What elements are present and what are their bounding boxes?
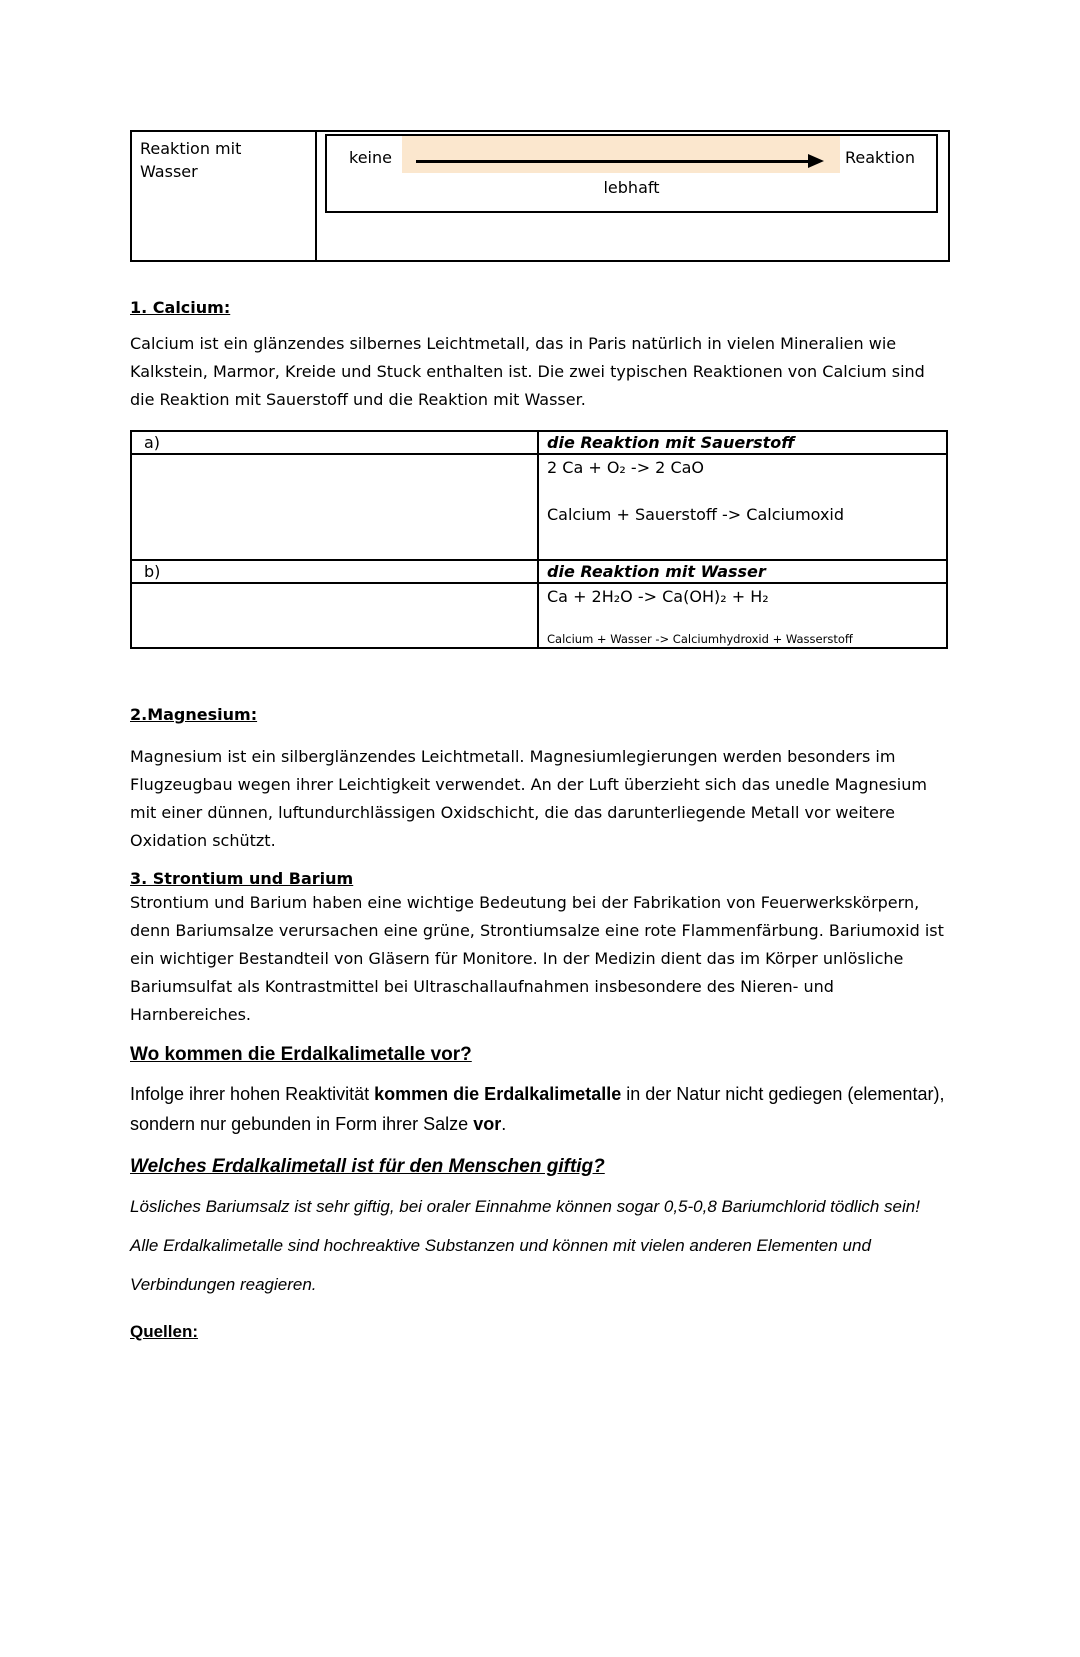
- toxicity-heading: Welches Erdalkalimetall ist für den Menschen giftig?: [130, 1156, 605, 1177]
- row-a-equation-cell: [538, 454, 947, 560]
- oxygen-equation: 2 Ca + O₂ -> 2 CaO: [547, 458, 705, 477]
- row-b-equation-cell: [538, 583, 947, 648]
- table-row-b-content: [131, 583, 947, 648]
- table-row-a-content: [131, 454, 947, 560]
- scale-max-label: Reaktion: [845, 148, 915, 167]
- water-equation: Ca + 2H₂O -> Ca(OH)₂ + H₂: [547, 587, 769, 606]
- row-a-title: die Reaktion mit Sauerstoff: [538, 431, 947, 454]
- strontium-barium-heading: 3. Strontium und Barium: [130, 869, 354, 888]
- strontium-barium-paragraph: Strontium und Barium haben eine wichtige Bedeutung bei der Fabrikation von Feuerwerkskörpern, denn Bariumsalze verursachen eine grüne, Strontiumsalze eine rote Flammenfärbung. Bariumoxid ist ein wichtiger Bestandteil von Gläsern für Monitore. In der Medizin dient das im Körper unlösliche Bariumsulfat als Kontrastmittel bei Ultraschallaufnahmen insbesondere des Nieren- und Harnbereiches.: [130, 893, 944, 1024]
- water-reaction-value-cell: [317, 132, 948, 260]
- document-page: [130, 130, 950, 1342]
- calcium-paragraph: Calcium ist ein glänzendes silbernes Leichtmetall, das in Paris natürlich in vielen Mineralien wie Kalkstein, Marmor, Kreide und Stuck enthalten ist. Die zwei typischen Reaktionen von Calcium sind die Reaktion mit Sauerstoff und die Reaktion mit Wasser.: [130, 334, 925, 409]
- arrow-shaft: [416, 160, 810, 163]
- occurrence-paragraph: Infolge ihrer hohen Reaktivität kommen die Erdalkalimetalle in der Natur nicht gediegen (elementar), sondern nur gebunden in Form ihrer Salze vor.: [130, 1084, 945, 1134]
- scale-mid-label: lebhaft: [603, 178, 660, 197]
- row-b-label: b): [131, 560, 538, 583]
- scale-min-label: keine: [349, 148, 392, 167]
- scale-highlight-band: [402, 136, 840, 173]
- calcium-reactions-table: [130, 430, 948, 649]
- arrow-right-icon: [808, 154, 824, 168]
- calcium-heading: 1. Calcium:: [130, 298, 231, 317]
- water-reaction-row-label-cell: [132, 132, 317, 260]
- table-row-b-header: [131, 560, 947, 583]
- water-reaction-table: [130, 130, 950, 262]
- magnesium-heading: 2.Magnesium:: [130, 705, 258, 724]
- toxicity-paragraph: Lösliches Bariumsalz ist sehr giftig, bei oraler Einnahme können sogar 0,5-0,8 Bariumchlorid tödlich sein! Alle Erdalkalimetalle sind hochreaktive Substanzen und können mit vielen anderen Elementen und Verbindungen reagieren.: [130, 1197, 920, 1294]
- sources-heading: Quellen:: [130, 1322, 199, 1341]
- row-b-title: die Reaktion mit Wasser: [538, 560, 947, 583]
- occurrence-heading: Wo kommen die Erdalkalimetalle vor?: [130, 1044, 472, 1065]
- row-a-label: a): [131, 431, 538, 454]
- table-row-a-header: [131, 431, 947, 454]
- magnesium-paragraph: Magnesium ist ein silberglänzendes Leichtmetall. Magnesiumlegierungen werden besonders im Flugzeugbau wegen ihrer Leichtigkeit verwendet. An der Luft überzieht sich das unedle Magnesium mit einer dünnen, luftundurchlässigen Oxidschicht, die das darunterliegende Metall vor weitere Oxidation schützt.: [130, 747, 927, 850]
- water-word-equation: Calcium + Wasser -> Calciumhydroxid + Wasserstoff: [547, 632, 853, 646]
- row-b-empty-cell: [131, 583, 538, 648]
- row-a-empty-cell: [131, 454, 538, 560]
- reactivity-scale-box: [325, 134, 938, 213]
- water-reaction-row-label: Reaktion mit Wasser: [140, 139, 242, 181]
- oxygen-word-equation: Calcium + Sauerstoff -> Calciumoxid: [547, 505, 845, 524]
